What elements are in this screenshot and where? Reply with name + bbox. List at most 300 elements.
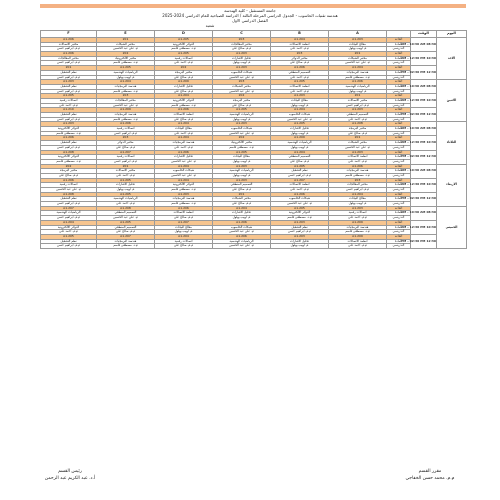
teacher-cell: م.د. مصطفى قاسم [97,61,155,66]
row-label: القاعة [387,66,411,71]
teacher-cell: م. علي عبد الحسين [97,103,155,108]
room-cell: 201 [329,136,387,141]
room-cell: A1.208 [97,206,155,211]
subject-cell: شبكات الحاسوب [155,169,213,174]
group-header: C [213,31,271,38]
subject-cell: الرياضيات الهندسية [213,113,271,118]
row-label: التدريسي [387,75,411,80]
teacher-cell: م. علي عبد الحسين [97,216,155,221]
teacher-cell: م.د. مصطفى قاسم [97,244,155,249]
subject-cell: مختبر المعالجات [41,56,97,61]
subject-cell: شبكات الحاسوب [213,70,271,75]
teacher-cell: م.م. ابراهيم حسن [41,145,97,150]
subject-cell: مختبر الاتصالات [329,98,387,103]
row-label: القاعة [387,220,411,225]
time-cell: 12:30 PM - 02:30 PM [411,192,437,206]
room-cell: A1.205 [155,38,213,43]
subject-cell: مختبر الشبكات [213,197,271,202]
rapporteur-name: م.م. محمد حسن الخفاجي [405,476,455,481]
subject-cell: مختبر المعالجات [97,98,155,103]
teacher-cell: م.م. ابراهيم حسن [329,103,387,108]
row-label: القاعة [387,234,411,239]
subject-cell: اتصالات رقمية [329,211,387,216]
room-cell: A1.203 [213,122,271,127]
room-cell: 203 [97,136,155,141]
group-header: D [155,31,213,38]
teacher-cell: م. علي عبد الحسين [97,47,155,52]
room-cell: A1.205 [213,150,271,155]
room-cell: A1.203 [41,122,97,127]
teacher-cell: م. علي عبد الحسين [271,202,329,207]
subject-cell: اتصالات رقمية [155,239,213,244]
day-column-header: اليوم [437,31,467,38]
teacher-cell: م.م. صالح علي [97,145,155,150]
teacher-cell: م.م. صالح علي [41,173,97,178]
room-cell: A1.203 [271,234,329,239]
row-label: التدريسي [387,117,411,122]
time-cell: 10:30 AM - 12:30 PM [411,94,437,108]
teacher-cell: م.م. احمد علي [155,145,213,150]
time-cell: 08:30 AM - 10:30 AM [411,122,437,136]
subject-cell: اتصالات رقمية [97,127,155,132]
subject-cell: تحليل الاشارات [97,183,155,188]
subject-cell: مختبر البرمجة [213,98,271,103]
teacher-cell: م.م. ابراهيم حسن [329,188,387,193]
subject-cell: نظم التشغيل [271,225,329,230]
subject-cell: تحليل الاشارات [271,127,329,132]
subject-cell: مختبر الالكترونيك [97,56,155,61]
room-cell: 203 [213,80,271,85]
row-label: المادة [387,155,411,160]
room-cell: A1.207 [41,206,97,211]
subject-cell: التصميم المنطقي [97,211,155,216]
teacher-cell: م.م. صالح علي [271,61,329,66]
row-label: القاعة [387,150,411,155]
room-cell: 201 [329,94,387,99]
header-row [41,31,467,38]
room-cell: A1.207 [271,178,329,183]
teacher-cell: م. لهيب بهلول [271,131,329,136]
subject-cell: نظم التشغيل [41,70,97,75]
subject-cell: نظم التشغيل [41,141,97,146]
teacher-cell: م. علي عبد الحسين [213,230,271,235]
teacher-cell: م. علي عبد الحسين [41,188,97,193]
time-cell: 10:30 AM - 12:30 PM [411,52,437,66]
room-cell: 202 [213,94,271,99]
subject-cell: مختبر الدوائر [97,141,155,146]
room-cell: A1.204 [271,150,329,155]
teacher-cell: م.م. صالح علي [155,117,213,122]
teacher-cell: م. لهيب بهلول [271,145,329,150]
teacher-cell: م. لهيب بهلول [97,188,155,193]
time-cell: 12:30 PM - 02:30 PM [411,108,437,122]
room-cell: A1.206 [97,122,155,127]
subject-cell: الدوائر الالكترونية [41,127,97,132]
room-cell: A1.207 [97,234,155,239]
teacher-cell: م.م. احمد علي [329,159,387,164]
subject-cell: الدوائر الالكترونية [41,225,97,230]
room-cell: A1.205 [97,178,155,183]
time-cell: 08:30 AM - 10:30 AM [411,164,437,178]
teacher-cell: م.م. ابراهيم حسن [41,216,97,221]
subject-cell: شبكات الحاسوب [213,127,271,132]
room-cell: A1.209 [271,136,329,141]
teacher-cell: م.م. احمد علي [329,117,387,122]
row-label: التدريسي [387,173,411,178]
head-signature [20,468,120,482]
teacher-cell: م. لهيب بهلول [329,202,387,207]
room-cell: A1.206 [271,192,329,197]
subject-cell: الرياضيات الهندسية [97,197,155,202]
teacher-cell: م.م. صالح علي [213,47,271,52]
subject-cell: انظمة الاتصالات [329,239,387,244]
room-cell: A1.206 [155,108,213,113]
subject-cell: التصميم المنطقي [329,113,387,118]
room-cell: A1.204 [329,192,387,197]
row-label: التدريسي [387,159,411,164]
subject-cell: انظمة الاتصالات [271,183,329,188]
room-cell: A1.205 [271,80,329,85]
teacher-cell: م. لهيب بهلول [329,89,387,94]
row-label: المادة [387,169,411,174]
teacher-cell: م.م. صالح علي [213,188,271,193]
subject-cell: معالج البيانات [329,42,387,47]
teacher-cell: م.م. صالح علي [155,244,213,249]
room-cell: A1.210 [41,108,97,113]
subject-cell: هندسة البرمجيات [329,225,387,230]
room-cell: 201 [329,52,387,57]
subject-cell: التصميم المنطقي [213,183,271,188]
room-cell: A1.206 [213,234,271,239]
subject-cell: مختبر الاتصالات [41,42,97,47]
teacher-cell: م.م. صالح علي [271,159,329,164]
room-cell: A1.209 [329,234,387,239]
room-cell: A1.204 [155,136,213,141]
room-cell: A1.206 [213,220,271,225]
rapporteur-signature [380,468,480,482]
subject-cell: مختبر البرمجة [155,70,213,75]
subject-cell: الرياضيات الهندسية [271,141,329,146]
teacher-cell: م.م. صالح علي [155,89,213,94]
subject-cell: معالج البيانات [271,98,329,103]
row-label: القاعة [387,80,411,85]
room-cell: A1.206 [329,164,387,169]
teacher-cell: م.م. ابراهيم حسن [41,244,97,249]
row-label: المادة [387,84,411,89]
room-cell: A1.206 [155,206,213,211]
row-label: التدريسي [387,103,411,108]
teacher-cell: م.م. احمد علي [329,244,387,249]
subject-cell: مختبر الالكترونيك [213,141,271,146]
room-cell: 203 [97,94,155,99]
subject-cell: مختبر المعالجات [329,183,387,188]
room-cell: A1.203 [271,94,329,99]
room-cell: A1.204 [155,178,213,183]
teacher-cell: م. لهيب بهلول [213,173,271,178]
room-cell: A1.204 [97,80,155,85]
teacher-cell: م. علي عبد الحسين [213,89,271,94]
teacher-cell: م.م. صالح علي [97,230,155,235]
subject-cell: اتصالات رقمية [97,155,155,160]
subject-cell: انظمة الاتصالات [155,113,213,118]
subject-cell: انظمة الاتصالات [155,211,213,216]
subject-cell: اتصالات رقمية [41,98,97,103]
room-cell: A1.206 [271,66,329,71]
room-cell: A1.207 [155,220,213,225]
subject-cell: الدوائر الالكترونية [155,183,213,188]
row-label: التدريسي [387,145,411,150]
teacher-cell: م. علي عبد الحسين [155,173,213,178]
subject-cell: مختبر البرمجة [329,127,387,132]
time-cell: 10:30 AM - 12:30 PM [411,178,437,192]
room-cell: 201 [97,38,155,43]
subject-cell: تحليل الاشارات [213,211,271,216]
room-cell: A1.203 [213,66,271,71]
head-title: رئيس القسم [58,469,82,474]
subject-cell: انظمة الاتصالات [329,155,387,160]
subject-cell: اتصالات رقمية [41,183,97,188]
teacher-cell: م.م. احمد علي [41,103,97,108]
row-label: المادة [387,127,411,132]
room-cell: A1.208 [329,122,387,127]
room-cell: A1.203 [213,164,271,169]
row-label: التدريسي [387,47,411,52]
row-label: القاعة [387,94,411,99]
row-label: المادة [387,211,411,216]
room-cell: A1.204 [271,38,329,43]
subject-cell: مختبر الشبكات [213,84,271,89]
time-cell: 12:30 PM - 02:30 PM [411,234,437,248]
teacher-cell: م.م. ابراهيم حسن [271,173,329,178]
time-cell: 12:30 PM - 02:30 PM [411,150,437,164]
teacher-cell: م.د. مصطفى قاسم [329,230,387,235]
row-label: القاعة [387,122,411,127]
room-cell: A1.205 [271,122,329,127]
teacher-cell: م.م. ابراهيم حسن [41,202,97,207]
room-cell: A1.205 [97,220,155,225]
room-cell: A1.205 [271,164,329,169]
subject-cell: شبكات الحاسوب [271,113,329,118]
room-cell: A1.203 [329,206,387,211]
room-cell: A1.206 [41,38,97,43]
time-cell: 10:30 AM - 12:30 PM [411,136,437,150]
teacher-cell: م.د. مصطفى قاسم [329,75,387,80]
room-cell: A1.204 [41,220,97,225]
teacher-cell: م.م. احمد علي [329,216,387,221]
teacher-cell: م.د. مصطفى قاسم [155,103,213,108]
subject-cell: تحليل الاشارات [155,155,213,160]
room-cell: A1.204 [271,108,329,113]
room-cell: A1.203 [329,150,387,155]
room-cell: 202 [41,164,97,169]
teacher-cell: م. لهيب بهلول [213,216,271,221]
room-cell: A1.204 [213,206,271,211]
teacher-cell: م.م. احمد علي [271,75,329,80]
teacher-cell: م. علي عبد الحسين [329,61,387,66]
subject-cell: نظم التشغيل [271,169,329,174]
subject-cell: تحليل الاشارات [271,239,329,244]
row-label: القاعة [387,206,411,211]
room-cell: A1.203 [213,178,271,183]
subject-cell: التصميم المنطقي [271,70,329,75]
room-cell: A1.204 [155,94,213,99]
row-label: المادة [387,141,411,146]
day-cell: الثلاثاء [437,122,467,164]
row-label: التدريسي [387,61,411,66]
teacher-cell: م.م. صالح علي [213,202,271,207]
teacher-cell: م.د. مصطفى قاسم [213,145,271,150]
subject-cell: انظمة الاتصالات [271,42,329,47]
room-cell: A1.205 [271,206,329,211]
room-cell: A1.205 [213,108,271,113]
row-label: القاعة [387,178,411,183]
subject-cell: مختبر المعالجات [213,42,271,47]
teacher-cell: م.م. احمد علي [41,230,97,235]
row-label: التدريسي [387,244,411,249]
subject-cell: معالج البيانات [155,127,213,132]
head-name: أ.د. عبد الكريم عبد الرحمن [44,476,96,481]
teacher-cell: م.م. احمد علي [155,61,213,66]
row-label: القاعة [387,52,411,57]
room-cell: A1.206 [155,150,213,155]
subject-cell: هندسة البرمجيات [97,239,155,244]
row-label: المادة [387,56,411,61]
teacher-cell: م. لهيب بهلول [271,244,329,249]
subject-cell: مختبر الدوائر [271,56,329,61]
room-cell: A1.203 [271,220,329,225]
teacher-cell: م.م. ابراهيم حسن [97,131,155,136]
room-cell: 202 [213,136,271,141]
teacher-cell: م.د. مصطفى قاسم [97,89,155,94]
row-label: المادة [387,225,411,230]
subject-cell: مختبر الشبكات [329,141,387,146]
group-header: E [97,31,155,38]
teacher-cell: م. لهيب بهلول [329,47,387,52]
room-cell: A1.203 [329,38,387,43]
time-cell: 12:30 PM - 02:30 PM [411,66,437,80]
row-label: التدريسي [387,230,411,235]
subject-cell: هندسة البرمجيات [155,197,213,202]
teacher-row [41,244,467,249]
subject-cell: مختبر الشبكات [329,56,387,61]
time-cell: 08:30 AM - 10:30 AM [411,38,437,52]
room-cell: A1.203 [155,192,213,197]
room-cell: A1.208 [41,192,97,197]
teacher-cell: م.م. ابراهيم حسن [41,75,97,80]
subject-cell: الدوائر الالكترونية [155,42,213,47]
subject-cell: مختبر الاتصالات [97,169,155,174]
room-cell: A1.209 [97,108,155,113]
time-column-header: الوقت [411,31,437,38]
teacher-cell: م. علي عبد الحسين [271,117,329,122]
subject-cell: الدوائر الالكترونية [155,98,213,103]
day-cell: الاثنين [437,80,467,122]
row-label: القاعة [387,136,411,141]
teacher-cell: م. لهيب بهلول [271,103,329,108]
subject-cell: الرياضيات الهندسية [213,239,271,244]
day-cell: الاربعاء [437,164,467,206]
subject-cell: التصميم المنطقي [271,155,329,160]
room-cell: A1.203 [213,52,271,57]
teacher-cell: م. لهيب بهلول [213,61,271,66]
row-label: المادة [387,42,411,47]
section-label: شعبة [205,23,215,28]
time-cell: 08:30 AM - 10:30 AM [411,206,437,220]
rapporteur-title: مقرر القسم [418,469,442,474]
teacher-cell: م.د. مصطفى قاسم [97,117,155,122]
row-label: التدريسي [387,89,411,94]
row-label: التدريسي [387,188,411,193]
teacher-cell: م.د. مصطفى قاسم [329,173,387,178]
room-cell: A1.205 [41,94,97,99]
teacher-cell: م.م. احمد علي [97,202,155,207]
teacher-cell: م.د. مصطفى قاسم [41,131,97,136]
subject-cell: مختبر البرمجة [41,169,97,174]
teacher-cell: م.م. ابراهيم حسن [41,89,97,94]
room-cell: 203 [271,52,329,57]
schedule-title: هندسة تقنيات الحاسوب - الجدول الدراسي المرحلة الثالثة / الدراسة الصباحية للعام الدراسي 2024-2025 [162,13,338,18]
day-cell: الاحد [437,38,467,80]
row-label: القاعة [387,108,411,113]
subject-cell: نظم التشغيل [41,84,97,89]
room-cell: 201 [213,192,271,197]
teacher-cell: م.م. صالح علي [213,103,271,108]
teacher-cell: م.م. احمد علي [271,89,329,94]
subject-cell: نظم التشغيل [41,197,97,202]
teacher-cell: م.م. ابراهيم حسن [41,61,97,66]
subject-cell: الرياضيات الهندسية [213,169,271,174]
subject-cell: معالج البيانات [155,225,213,230]
subject-cell: اتصالات رقمية [155,56,213,61]
teacher-cell: م. علي عبد الحسين [213,131,271,136]
row-label: القاعة [387,164,411,169]
subject-cell: الرياضيات الهندسية [329,84,387,89]
subject-cell: معالج البيانات [329,197,387,202]
subject-cell: هندسة البرمجيات [97,84,155,89]
room-cell: A1.206 [41,136,97,141]
room-cell: 203 [329,178,387,183]
subject-cell: تحليل الاشارات [155,84,213,89]
teacher-cell: م.د. مصطفى قاسم [271,216,329,221]
row-label: القاعة [387,192,411,197]
room-cell: 201 [41,66,97,71]
teacher-cell: م.م. صالح علي [155,75,213,80]
subject-cell: نظم التشغيل [41,239,97,244]
teacher-cell: م.د. مصطفى قاسم [41,159,97,164]
teacher-cell: م.م. احمد علي [155,131,213,136]
room-cell: A1.207 [97,150,155,155]
subject-cell: هندسة البرمجيات [155,141,213,146]
teacher-cell: م.م. احمد علي [97,173,155,178]
room-cell: 201 [97,164,155,169]
room-cell: A1.204 [155,122,213,127]
university-title: جامعة المستقبل - كلية الهندسة [224,8,276,13]
subject-cell: الدوائر الالكترونية [41,155,97,160]
group-header: A [329,31,387,38]
day-cell: الخميس [437,206,467,248]
row-label: المادة [387,98,411,103]
subject-cell: هندسة البرمجيات [97,113,155,118]
teacher-cell: م.د. مصطفى قاسم [155,47,213,52]
subject-cell: انظمة الاتصالات [271,84,329,89]
room-cell: 203 [213,38,271,43]
subject-cell: هندسة البرمجيات [329,70,387,75]
teacher-cell: م. لهيب بهلول [213,117,271,122]
teacher-cell: م.م. ابراهيم حسن [271,230,329,235]
room-cell: A1.205 [97,66,155,71]
teacher-cell: م. لهيب بهلول [155,230,213,235]
teacher-cell: م.د. مصطفى قاسم [155,188,213,193]
